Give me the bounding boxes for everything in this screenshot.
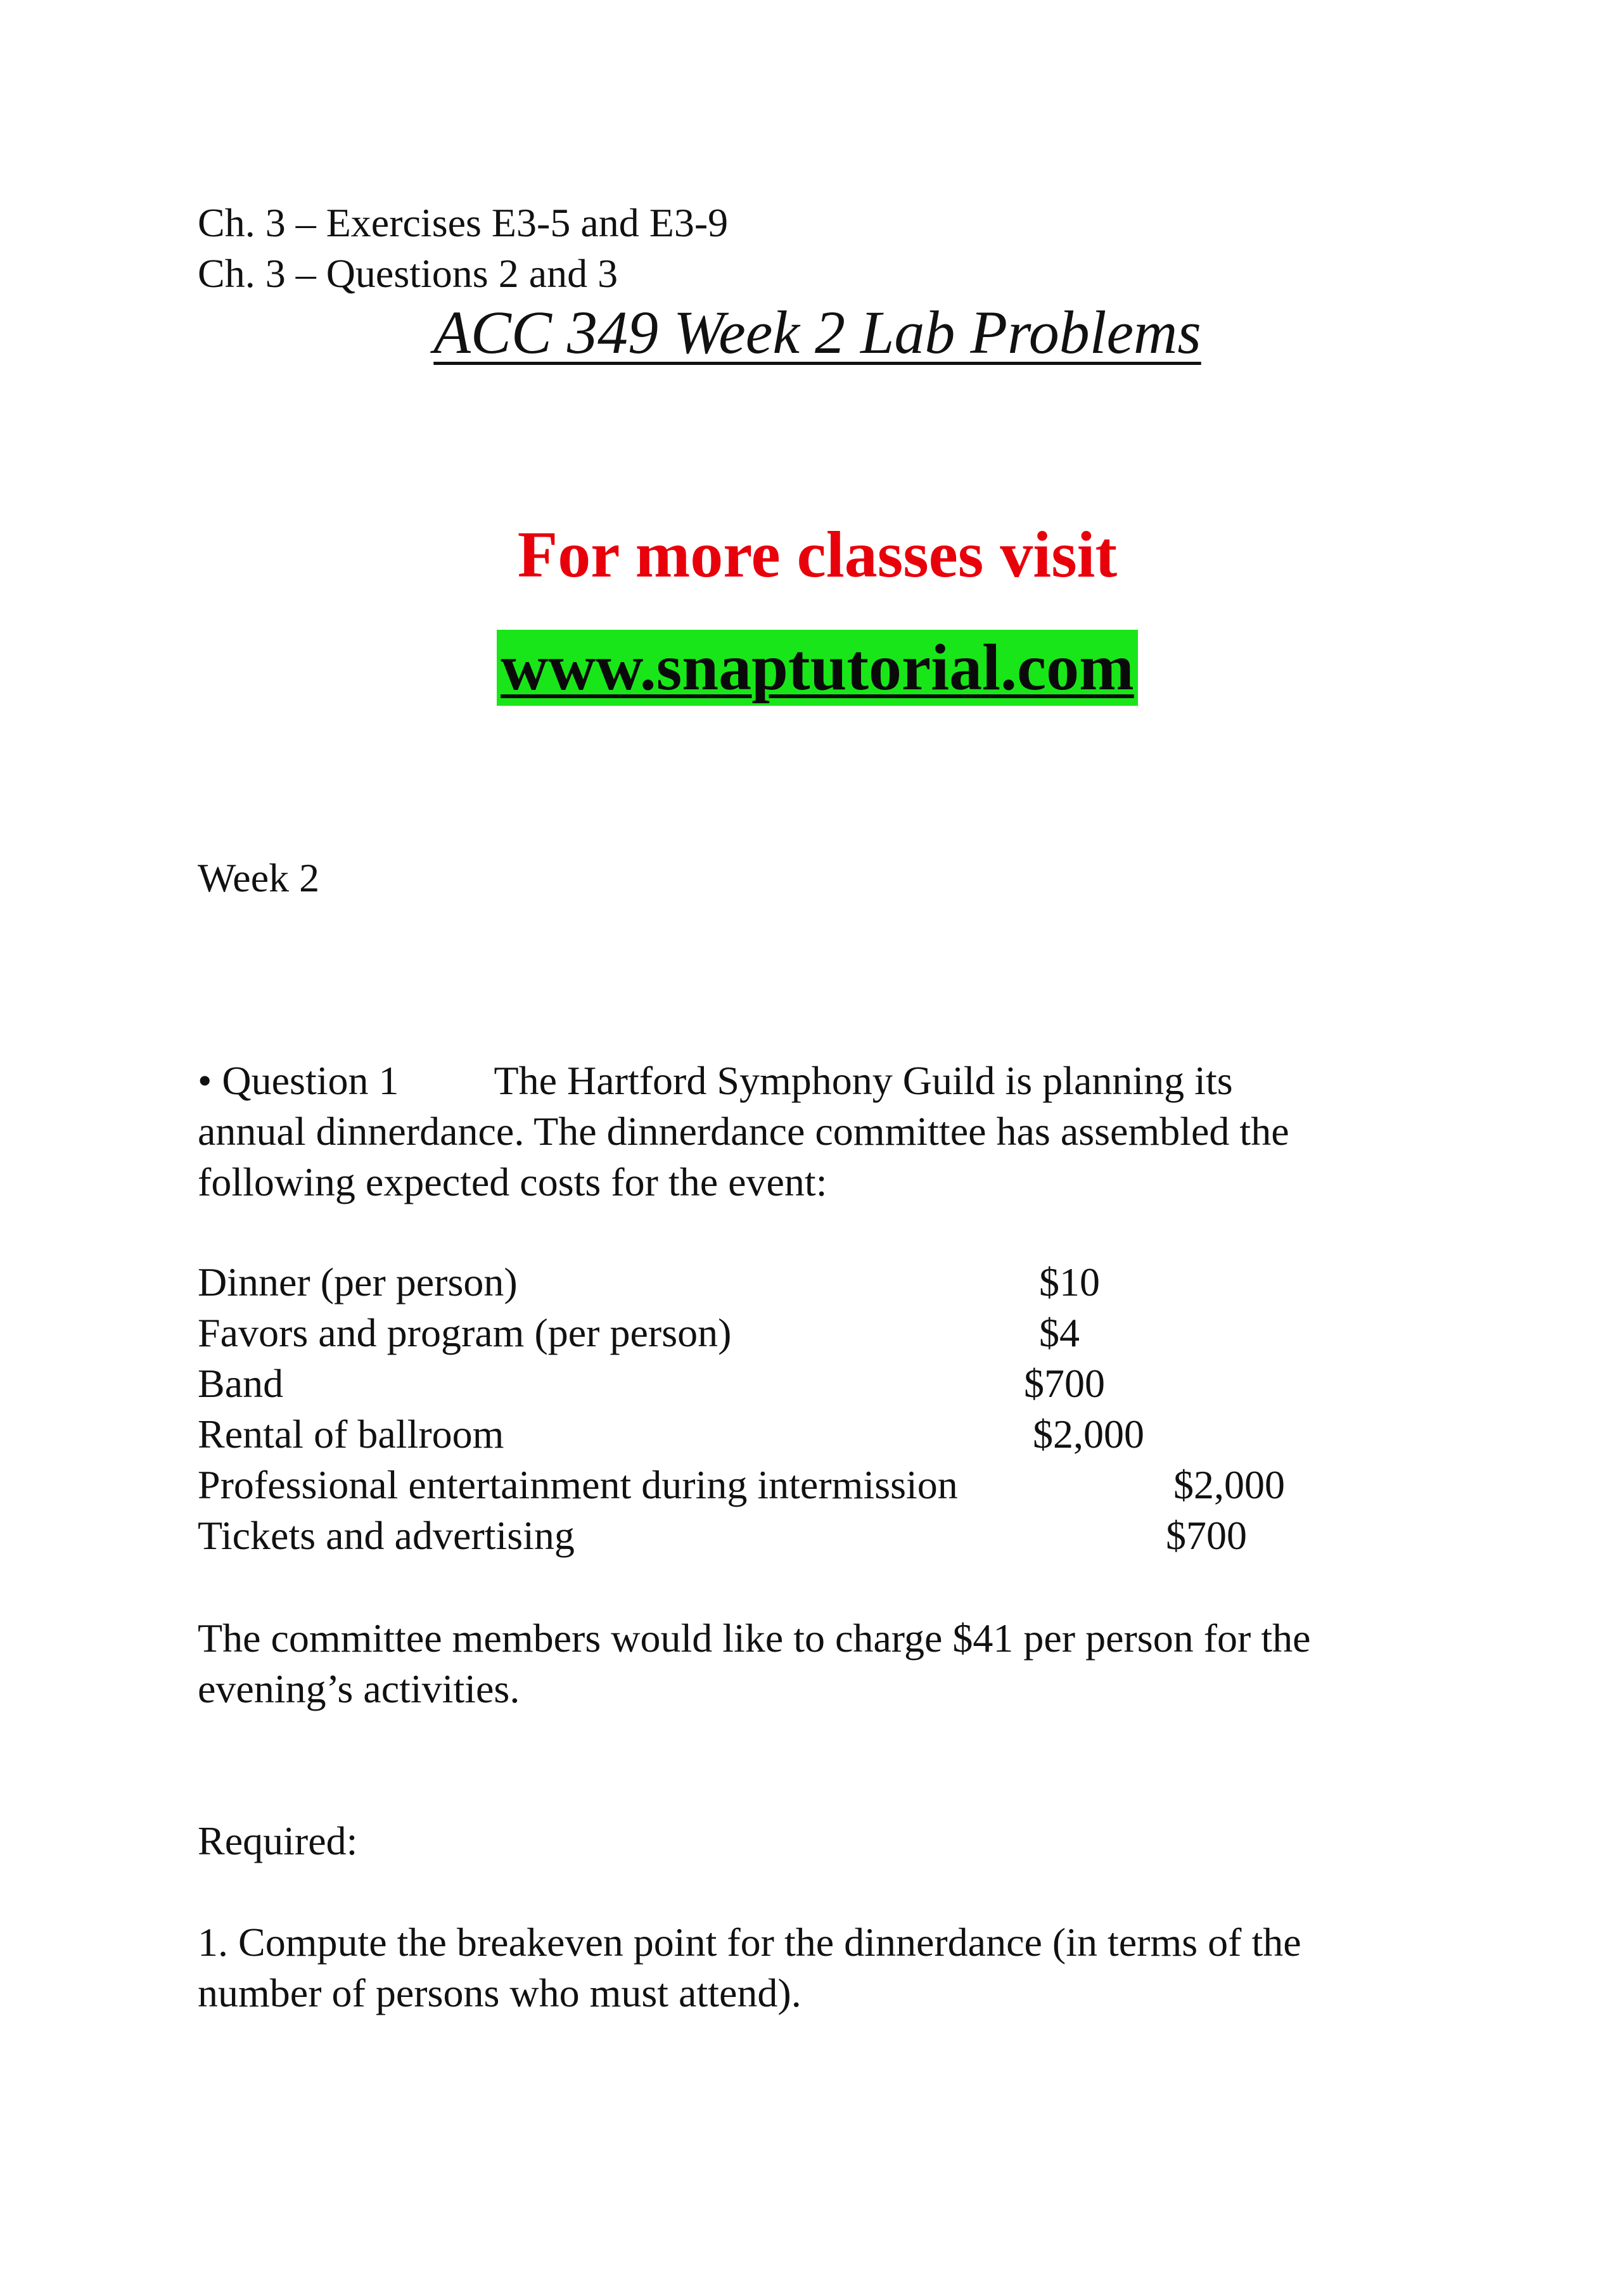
- cost-label: Professional entertainment during intermission: [198, 1462, 958, 1507]
- cost-label: Dinner (per person): [198, 1260, 518, 1304]
- cost-label: Rental of ballroom: [198, 1412, 504, 1457]
- cost-amount: $2,000: [1173, 1462, 1285, 1507]
- question1-first-line: [198, 1056, 1233, 1106]
- charge-line2: evening’s activities.: [198, 1666, 520, 1711]
- question1-line3: following expected costs for the event:: [198, 1159, 827, 1204]
- charge-line1: The committee members would like to charge $41 per person for the: [198, 1616, 1311, 1661]
- promo-link[interactable]: www.snaptutorial.com: [497, 630, 1138, 706]
- cost-amount: $10: [1039, 1260, 1100, 1304]
- chapter-exercises-line: Ch. 3 – Exercises E3-5 and E3-9: [198, 200, 729, 245]
- promo-link-row: [0, 630, 1622, 706]
- question1-label: • Question 1: [198, 1058, 399, 1103]
- chapter-questions-line: Ch. 3 – Questions 2 and 3: [198, 251, 618, 296]
- requirement1-line1: 1. Compute the breakeven point for the dinnerdance (in terms of the: [198, 1920, 1301, 1965]
- required-label: Required:: [198, 1818, 358, 1863]
- cost-amount: $4: [1039, 1310, 1080, 1355]
- question1-line2: annual dinnerdance. The dinnerdance committee has assembled the: [198, 1109, 1289, 1154]
- cost-amount: $2,000: [1033, 1412, 1144, 1457]
- requirement1-line2: number of persons who must attend).: [198, 1970, 801, 2015]
- promo-text: For more classes visit: [517, 518, 1118, 591]
- document-title: ACC 349 Week 2 Lab Problems: [433, 298, 1201, 366]
- cost-label: Band: [198, 1361, 284, 1406]
- question1-intro: The Hartford Symphony Guild is planning its: [494, 1058, 1233, 1103]
- week-label: Week 2: [198, 855, 320, 900]
- cost-amount: $700: [1024, 1361, 1105, 1406]
- cost-label: Favors and program (per person): [198, 1310, 732, 1355]
- cost-amount: $700: [1166, 1513, 1247, 1558]
- cost-label: Tickets and advertising: [198, 1513, 575, 1558]
